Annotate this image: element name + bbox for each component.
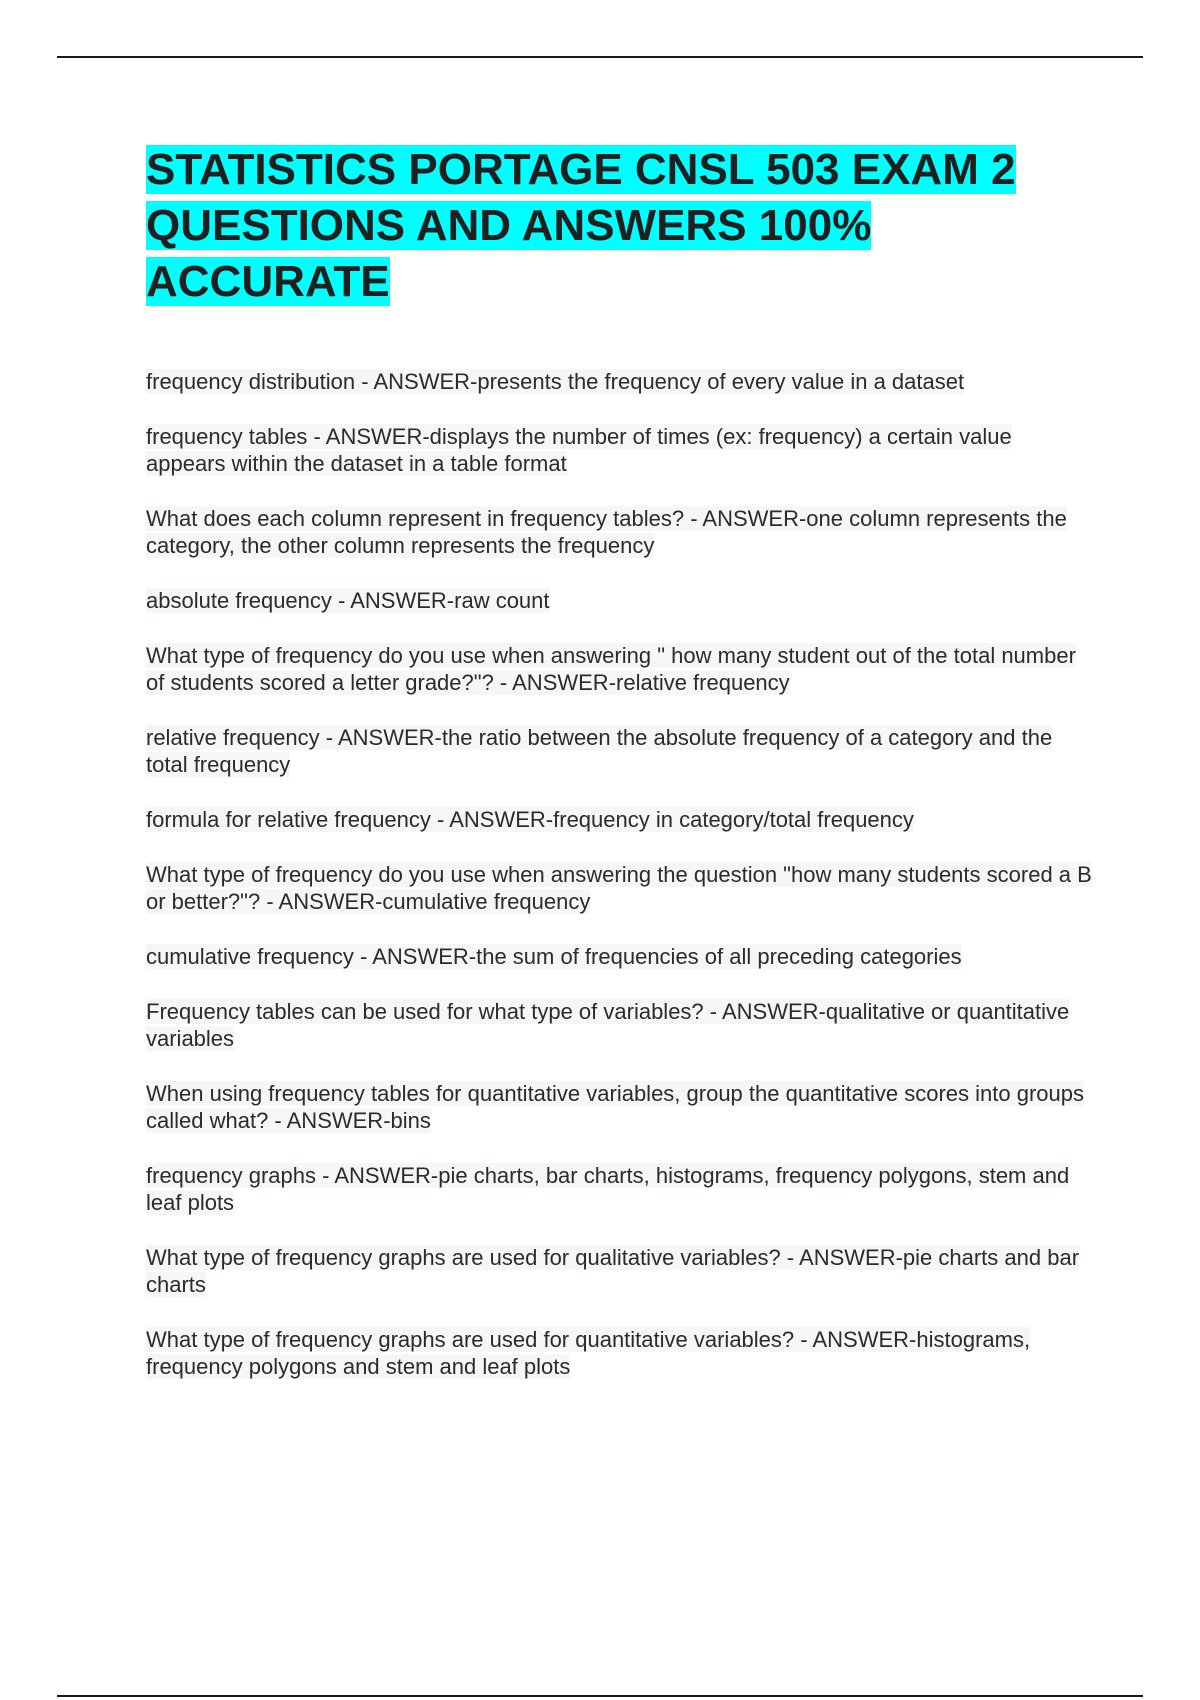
top-rule bbox=[57, 56, 1143, 58]
qa-item-text: What does each column represent in frequency tables? - ANSWER-one column represents the category, the other column represents the frequency bbox=[146, 506, 1067, 558]
qa-item-text: absolute frequency - ANSWER-raw count bbox=[146, 588, 550, 613]
qa-item-text: Frequency tables can be used for what type of variables? - ANSWER-qualitative or quantitative variables bbox=[146, 999, 1070, 1051]
qa-item-text: frequency tables - ANSWER-displays the number of times (ex: frequency) a certain value appears within the dataset in a table format bbox=[146, 424, 1012, 476]
qa-item-text: formula for relative frequency - ANSWER-frequency in category/total frequency bbox=[146, 807, 914, 832]
qa-item bbox=[146, 1162, 1096, 1216]
qa-item-text: frequency graphs - ANSWER-pie charts, bar charts, histograms, frequency polygons, stem and leaf plots bbox=[146, 1163, 1070, 1215]
qa-item-text: frequency distribution - ANSWER-presents the frequency of every value in a dataset bbox=[146, 369, 965, 394]
qa-item-text: What type of frequency graphs are used for qualitative variables? - ANSWER-pie charts and bar charts bbox=[146, 1245, 1080, 1297]
qa-item bbox=[146, 368, 1096, 395]
title-block bbox=[146, 142, 1086, 310]
qa-item bbox=[146, 642, 1096, 696]
qa-item bbox=[146, 505, 1096, 559]
qa-item bbox=[146, 861, 1096, 915]
qa-item-text: What type of frequency graphs are used for quantitative variables? - ANSWER-histograms, frequency polygons and stem and leaf plots bbox=[146, 1327, 1031, 1379]
qa-item bbox=[146, 1326, 1096, 1380]
qa-item bbox=[146, 998, 1096, 1052]
qa-item bbox=[146, 724, 1096, 778]
qa-item bbox=[146, 423, 1096, 477]
qa-list bbox=[146, 368, 1096, 1408]
bottom-rule bbox=[57, 1695, 1143, 1697]
qa-item bbox=[146, 806, 1096, 833]
qa-item-text: What type of frequency do you use when answering " how many student out of the total number of students scored a letter grade?"? - ANSWER-relative frequency bbox=[146, 643, 1076, 695]
qa-item bbox=[146, 1244, 1096, 1298]
document-title bbox=[146, 142, 1086, 310]
qa-item-text: relative frequency - ANSWER-the ratio between the absolute frequency of a category and the total frequency bbox=[146, 725, 1053, 777]
document-title-text: STATISTICS PORTAGE CNSL 503 EXAM 2 QUESTIONS AND ANSWERS 100% ACCURATE bbox=[146, 145, 1016, 306]
qa-item-text: When using frequency tables for quantitative variables, group the quantitative scores into groups called what? - ANSWER-bins bbox=[146, 1081, 1084, 1133]
qa-item-text: What type of frequency do you use when answering the question "how many students scored a B or better?"? - ANSWER-cumulative frequency bbox=[146, 862, 1092, 914]
qa-item bbox=[146, 943, 1096, 970]
qa-item-text: cumulative frequency - ANSWER-the sum of frequencies of all preceding categories bbox=[146, 944, 962, 969]
qa-item bbox=[146, 1080, 1096, 1134]
qa-item bbox=[146, 587, 1096, 614]
